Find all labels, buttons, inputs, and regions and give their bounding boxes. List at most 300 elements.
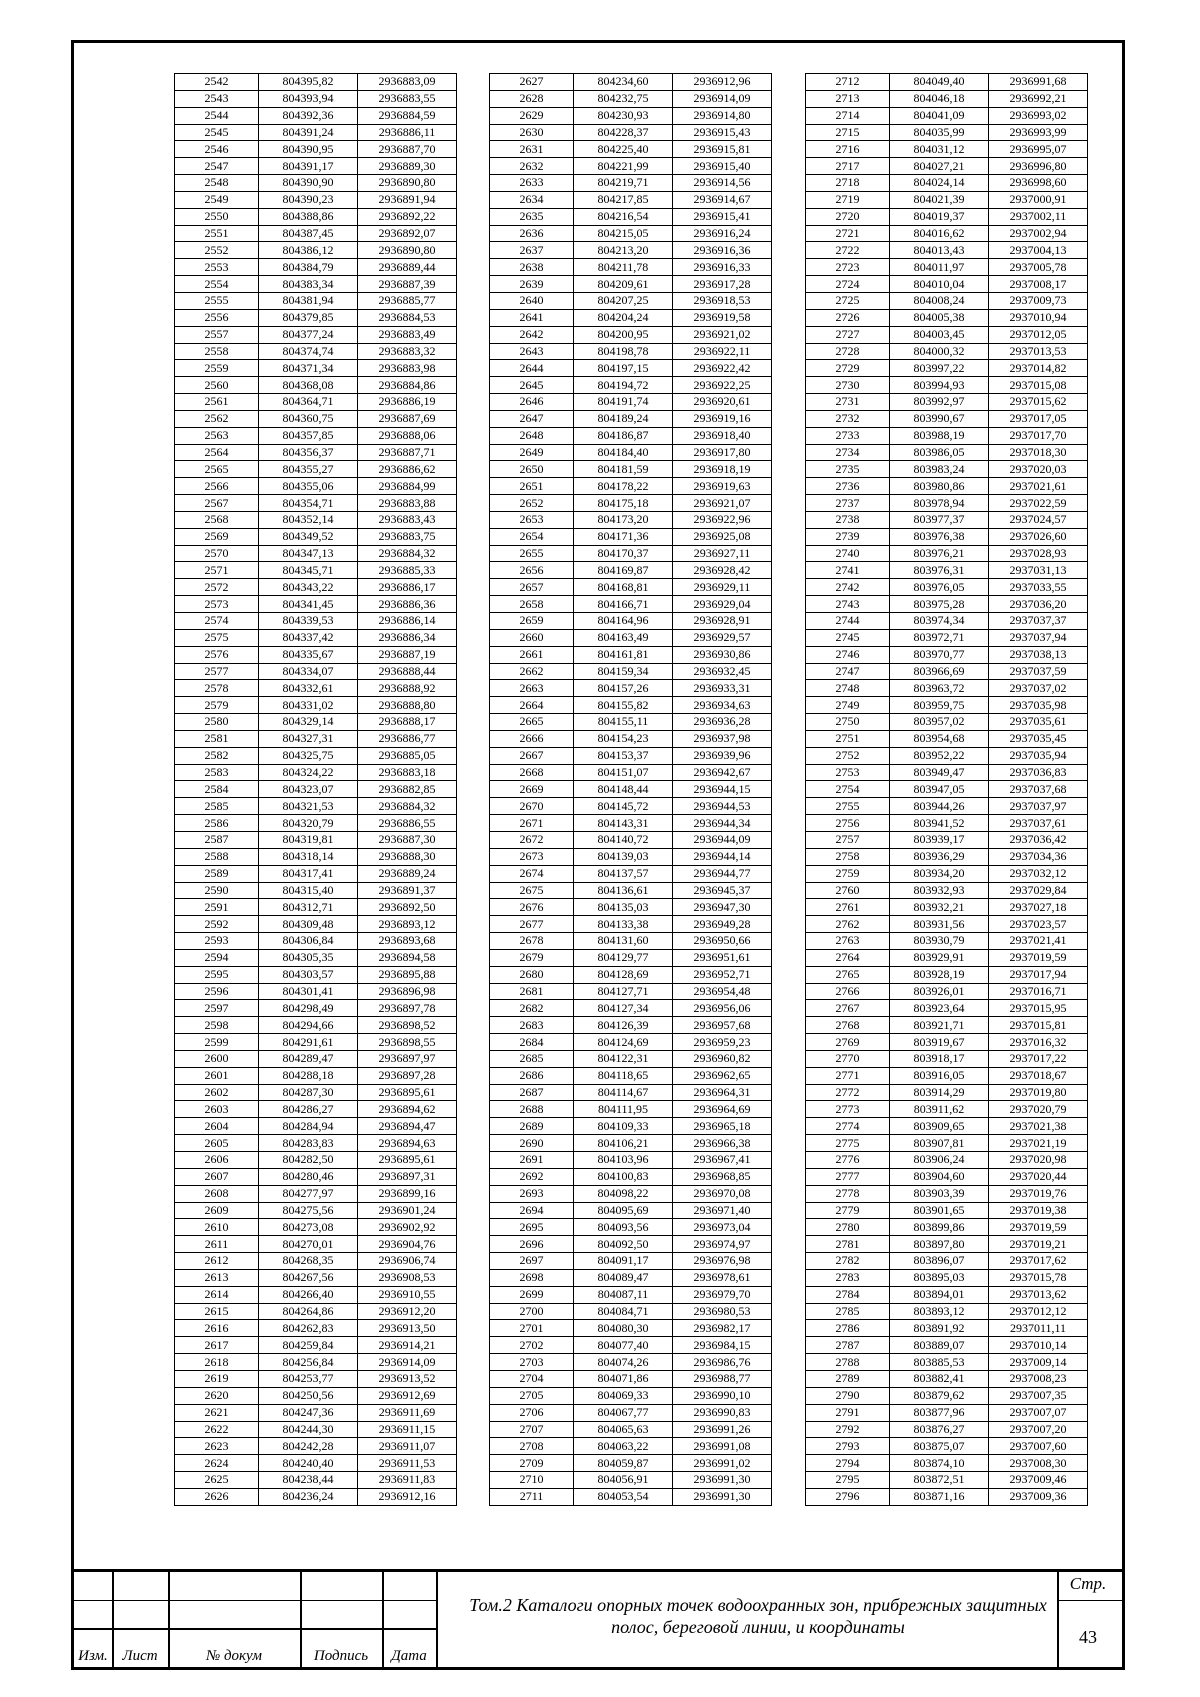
- table-row: [806, 933, 1088, 950]
- point-number: 2557: [175, 326, 259, 343]
- y-coordinate: 2936991,30: [673, 1472, 772, 1489]
- y-coordinate: 2936886,77: [358, 730, 457, 747]
- table-row: [806, 781, 1088, 798]
- x-coordinate: 804000,32: [890, 343, 989, 360]
- point-number: 2765: [806, 966, 890, 983]
- point-number: 2629: [490, 107, 574, 124]
- point-number: 2637: [490, 242, 574, 259]
- table-row: [490, 1118, 772, 1135]
- y-coordinate: 2936932,45: [673, 663, 772, 680]
- x-coordinate: 803872,51: [890, 1472, 989, 1489]
- y-coordinate: 2937009,36: [989, 1488, 1088, 1505]
- point-number: 2772: [806, 1084, 890, 1101]
- table-row: [175, 1286, 457, 1303]
- table-row: [175, 1387, 457, 1404]
- point-number: 2742: [806, 579, 890, 596]
- coordinates-table-3: [805, 73, 1088, 1506]
- point-number: 2547: [175, 158, 259, 175]
- x-coordinate: 804315,40: [259, 882, 358, 899]
- table-row: [175, 831, 457, 848]
- table-row: [490, 242, 772, 259]
- x-coordinate: 804127,34: [574, 1000, 673, 1017]
- x-coordinate: 804016,62: [890, 225, 989, 242]
- y-coordinate: 2936898,55: [358, 1034, 457, 1051]
- point-number: 2780: [806, 1219, 890, 1236]
- x-coordinate: 803889,07: [890, 1337, 989, 1354]
- table-row: [490, 1050, 772, 1067]
- x-coordinate: 804368,08: [259, 377, 358, 394]
- point-number: 2759: [806, 865, 890, 882]
- y-coordinate: 2936891,37: [358, 882, 457, 899]
- y-coordinate: 2936967,41: [673, 1152, 772, 1169]
- x-coordinate: 803897,80: [890, 1236, 989, 1253]
- table-row: [175, 528, 457, 545]
- y-coordinate: 2936889,24: [358, 865, 457, 882]
- point-number: 2626: [175, 1488, 259, 1505]
- point-number: 2721: [806, 225, 890, 242]
- point-number: 2655: [490, 545, 574, 562]
- y-coordinate: 2936895,88: [358, 966, 457, 983]
- x-coordinate: 804154,23: [574, 730, 673, 747]
- y-coordinate: 2937015,08: [989, 377, 1088, 394]
- table-row: [806, 1185, 1088, 1202]
- table-row: [490, 107, 772, 124]
- point-number: 2559: [175, 360, 259, 377]
- x-coordinate: 804377,24: [259, 326, 358, 343]
- y-coordinate: 2936945,37: [673, 882, 772, 899]
- x-coordinate: 804209,61: [574, 276, 673, 293]
- table-row: [175, 1269, 457, 1286]
- x-coordinate: 803876,27: [890, 1421, 989, 1438]
- y-coordinate: 2936954,48: [673, 983, 772, 1000]
- y-coordinate: 2937008,30: [989, 1455, 1088, 1472]
- x-coordinate: 804352,14: [259, 511, 358, 528]
- x-coordinate: 803976,31: [890, 562, 989, 579]
- table-row: [806, 562, 1088, 579]
- x-coordinate: 803911,62: [890, 1101, 989, 1118]
- x-coordinate: 803896,07: [890, 1253, 989, 1270]
- point-number: 2639: [490, 276, 574, 293]
- y-coordinate: 2936916,33: [673, 259, 772, 276]
- table-row: [175, 966, 457, 983]
- table-row: [490, 663, 772, 680]
- x-coordinate: 803926,01: [890, 983, 989, 1000]
- point-number: 2725: [806, 292, 890, 309]
- point-number: 2548: [175, 175, 259, 192]
- table-row: [175, 815, 457, 832]
- point-number: 2560: [175, 377, 259, 394]
- y-coordinate: 2937010,14: [989, 1337, 1088, 1354]
- y-coordinate: 2936915,81: [673, 141, 772, 158]
- table-row: [806, 1269, 1088, 1286]
- table-row: [490, 1472, 772, 1489]
- point-number: 2571: [175, 562, 259, 579]
- x-coordinate: 803882,41: [890, 1370, 989, 1387]
- point-number: 2769: [806, 1034, 890, 1051]
- x-coordinate: 803895,03: [890, 1269, 989, 1286]
- y-coordinate: 2936913,52: [358, 1370, 457, 1387]
- point-number: 2744: [806, 613, 890, 630]
- y-coordinate: 2936965,18: [673, 1118, 772, 1135]
- x-coordinate: 804323,07: [259, 781, 358, 798]
- title-block: [74, 1569, 1122, 1667]
- y-coordinate: 2936991,26: [673, 1421, 772, 1438]
- point-number: 2743: [806, 596, 890, 613]
- table-row: [175, 107, 457, 124]
- y-coordinate: 2937037,94: [989, 629, 1088, 646]
- y-coordinate: 2937032,12: [989, 865, 1088, 882]
- table-row: [490, 528, 772, 545]
- table-row: [806, 175, 1088, 192]
- x-coordinate: 803944,26: [890, 798, 989, 815]
- x-coordinate: 804357,85: [259, 427, 358, 444]
- y-coordinate: 2936887,19: [358, 646, 457, 663]
- x-coordinate: 803952,22: [890, 747, 989, 764]
- x-coordinate: 804388,86: [259, 208, 358, 225]
- point-number: 2668: [490, 764, 574, 781]
- y-coordinate: 2936939,96: [673, 747, 772, 764]
- x-coordinate: 804391,24: [259, 124, 358, 141]
- point-number: 2601: [175, 1067, 259, 1084]
- table-row: [490, 208, 772, 225]
- x-coordinate: 804317,41: [259, 865, 358, 882]
- point-number: 2566: [175, 478, 259, 495]
- y-coordinate: 2936915,40: [673, 158, 772, 175]
- x-coordinate: 804106,21: [574, 1135, 673, 1152]
- x-coordinate: 804092,50: [574, 1236, 673, 1253]
- point-number: 2632: [490, 158, 574, 175]
- y-coordinate: 2936937,98: [673, 730, 772, 747]
- table-row: [175, 191, 457, 208]
- table-row: [490, 1387, 772, 1404]
- point-number: 2595: [175, 966, 259, 983]
- point-number: 2738: [806, 511, 890, 528]
- table-row: [175, 343, 457, 360]
- x-coordinate: 804318,14: [259, 848, 358, 865]
- x-coordinate: 804161,81: [574, 646, 673, 663]
- x-coordinate: 804168,81: [574, 579, 673, 596]
- y-coordinate: 2936888,92: [358, 680, 457, 697]
- y-coordinate: 2936891,94: [358, 191, 457, 208]
- y-coordinate: 2937036,83: [989, 764, 1088, 781]
- point-number: 2576: [175, 646, 259, 663]
- point-number: 2605: [175, 1135, 259, 1152]
- point-number: 2634: [490, 191, 574, 208]
- point-number: 2699: [490, 1286, 574, 1303]
- x-coordinate: 803997,22: [890, 360, 989, 377]
- y-coordinate: 2936897,78: [358, 1000, 457, 1017]
- x-coordinate: 804131,60: [574, 933, 673, 950]
- x-coordinate: 804137,57: [574, 865, 673, 882]
- point-number: 2682: [490, 1000, 574, 1017]
- point-number: 2719: [806, 191, 890, 208]
- table-row: [806, 1219, 1088, 1236]
- point-number: 2761: [806, 899, 890, 916]
- y-coordinate: 2937011,11: [989, 1320, 1088, 1337]
- point-number: 2555: [175, 292, 259, 309]
- table-row: [490, 983, 772, 1000]
- y-coordinate: 2936992,21: [989, 90, 1088, 107]
- point-number: 2549: [175, 191, 259, 208]
- point-number: 2585: [175, 798, 259, 815]
- x-coordinate: 804232,75: [574, 90, 673, 107]
- x-coordinate: 803963,72: [890, 680, 989, 697]
- y-coordinate: 2937036,42: [989, 831, 1088, 848]
- x-coordinate: 804153,37: [574, 747, 673, 764]
- y-coordinate: 2937021,38: [989, 1118, 1088, 1135]
- y-coordinate: 2936884,32: [358, 545, 457, 562]
- table-row: [806, 309, 1088, 326]
- point-number: 2607: [175, 1168, 259, 1185]
- x-coordinate: 804309,48: [259, 916, 358, 933]
- y-coordinate: 2936918,40: [673, 427, 772, 444]
- x-coordinate: 804204,24: [574, 309, 673, 326]
- x-coordinate: 804074,26: [574, 1354, 673, 1371]
- y-coordinate: 2936888,30: [358, 848, 457, 865]
- x-coordinate: 804244,30: [259, 1421, 358, 1438]
- point-number: 2604: [175, 1118, 259, 1135]
- point-number: 2703: [490, 1354, 574, 1371]
- x-coordinate: 804133,38: [574, 916, 673, 933]
- table-row: [490, 613, 772, 630]
- table-row: [490, 90, 772, 107]
- point-number: 2702: [490, 1337, 574, 1354]
- point-number: 2645: [490, 377, 574, 394]
- table-row: [806, 629, 1088, 646]
- table-row: [175, 74, 457, 91]
- table-row: [490, 158, 772, 175]
- point-number: 2790: [806, 1387, 890, 1404]
- x-coordinate: 804091,17: [574, 1253, 673, 1270]
- x-coordinate: 803978,94: [890, 495, 989, 512]
- point-number: 2696: [490, 1236, 574, 1253]
- table-row: [806, 966, 1088, 983]
- table-row: [806, 528, 1088, 545]
- y-coordinate: 2936911,07: [358, 1438, 457, 1455]
- x-coordinate: 804392,36: [259, 107, 358, 124]
- table-row: [490, 1421, 772, 1438]
- y-coordinate: 2937017,05: [989, 410, 1088, 427]
- table-row: [806, 596, 1088, 613]
- table-row: [175, 461, 457, 478]
- table-row: [806, 1320, 1088, 1337]
- y-coordinate: 2936890,80: [358, 175, 457, 192]
- y-coordinate: 2937019,21: [989, 1236, 1088, 1253]
- point-number: 2783: [806, 1269, 890, 1286]
- table-row: [490, 916, 772, 933]
- y-coordinate: 2936892,07: [358, 225, 457, 242]
- y-coordinate: 2936928,91: [673, 613, 772, 630]
- table-row: [175, 1135, 457, 1152]
- x-coordinate: 804390,23: [259, 191, 358, 208]
- y-coordinate: 2936930,86: [673, 646, 772, 663]
- y-coordinate: 2936929,11: [673, 579, 772, 596]
- point-number: 2773: [806, 1101, 890, 1118]
- y-coordinate: 2936911,83: [358, 1472, 457, 1489]
- table-row: [490, 1370, 772, 1387]
- y-coordinate: 2936921,02: [673, 326, 772, 343]
- point-number: 2710: [490, 1472, 574, 1489]
- y-coordinate: 2937026,60: [989, 528, 1088, 545]
- y-coordinate: 2936902,92: [358, 1219, 457, 1236]
- x-coordinate: 804268,35: [259, 1253, 358, 1270]
- table-row: [175, 1034, 457, 1051]
- y-coordinate: 2936917,28: [673, 276, 772, 293]
- table-row: [490, 882, 772, 899]
- x-coordinate: 804197,15: [574, 360, 673, 377]
- x-coordinate: 804288,18: [259, 1067, 358, 1084]
- x-coordinate: 804166,71: [574, 596, 673, 613]
- table-row: [175, 225, 457, 242]
- y-coordinate: 2936919,16: [673, 410, 772, 427]
- x-coordinate: 804321,53: [259, 798, 358, 815]
- point-number: 2728: [806, 343, 890, 360]
- x-coordinate: 804129,77: [574, 949, 673, 966]
- point-number: 2766: [806, 983, 890, 1000]
- x-coordinate: 804127,71: [574, 983, 673, 1000]
- table-row: [175, 495, 457, 512]
- point-number: 2732: [806, 410, 890, 427]
- y-coordinate: 2937021,61: [989, 478, 1088, 495]
- table-row: [490, 545, 772, 562]
- x-coordinate: 804256,84: [259, 1354, 358, 1371]
- x-coordinate: 804087,11: [574, 1286, 673, 1303]
- stamp-doc-label: № докум: [206, 1648, 262, 1664]
- table-row: [806, 1000, 1088, 1017]
- x-coordinate: 804198,78: [574, 343, 673, 360]
- table-row: [806, 158, 1088, 175]
- x-coordinate: 804041,09: [890, 107, 989, 124]
- table-row: [806, 343, 1088, 360]
- table-row: [175, 848, 457, 865]
- point-number: 2619: [175, 1370, 259, 1387]
- x-coordinate: 804305,35: [259, 949, 358, 966]
- x-coordinate: 804207,25: [574, 292, 673, 309]
- table-row: [490, 1320, 772, 1337]
- x-coordinate: 803975,28: [890, 596, 989, 613]
- table-row: [175, 730, 457, 747]
- table-row: [490, 798, 772, 815]
- table-row: [175, 1050, 457, 1067]
- point-number: 2545: [175, 124, 259, 141]
- x-coordinate: 804155,82: [574, 697, 673, 714]
- y-coordinate: 2936895,61: [358, 1152, 457, 1169]
- point-number: 2704: [490, 1370, 574, 1387]
- point-number: 2617: [175, 1337, 259, 1354]
- y-coordinate: 2936964,69: [673, 1101, 772, 1118]
- y-coordinate: 2936894,63: [358, 1135, 457, 1152]
- y-coordinate: 2936888,80: [358, 697, 457, 714]
- y-coordinate: 2937009,14: [989, 1354, 1088, 1371]
- table-row: [806, 225, 1088, 242]
- y-coordinate: 2937020,98: [989, 1152, 1088, 1169]
- y-coordinate: 2936888,44: [358, 663, 457, 680]
- table-row: [490, 1202, 772, 1219]
- x-coordinate: 804280,46: [259, 1168, 358, 1185]
- x-coordinate: 803877,96: [890, 1404, 989, 1421]
- y-coordinate: 2936944,14: [673, 848, 772, 865]
- x-coordinate: 804277,97: [259, 1185, 358, 1202]
- table-row: [806, 427, 1088, 444]
- point-number: 2768: [806, 1017, 890, 1034]
- table-row: [175, 410, 457, 427]
- table-row: [490, 680, 772, 697]
- point-number: 2542: [175, 74, 259, 91]
- table-row: [175, 292, 457, 309]
- point-number: 2622: [175, 1421, 259, 1438]
- y-coordinate: 2936990,83: [673, 1404, 772, 1421]
- point-number: 2775: [806, 1135, 890, 1152]
- x-coordinate: 804095,69: [574, 1202, 673, 1219]
- x-coordinate: 804011,97: [890, 259, 989, 276]
- y-coordinate: 2936996,80: [989, 158, 1088, 175]
- x-coordinate: 804124,69: [574, 1034, 673, 1051]
- x-coordinate: 804360,75: [259, 410, 358, 427]
- point-number: 2598: [175, 1017, 259, 1034]
- x-coordinate: 803894,01: [890, 1286, 989, 1303]
- point-number: 2543: [175, 90, 259, 107]
- point-number: 2726: [806, 309, 890, 326]
- y-coordinate: 2936964,31: [673, 1084, 772, 1101]
- y-coordinate: 2936960,82: [673, 1050, 772, 1067]
- x-coordinate: 804287,30: [259, 1084, 358, 1101]
- x-coordinate: 803891,92: [890, 1320, 989, 1337]
- point-number: 2623: [175, 1438, 259, 1455]
- y-coordinate: 2936896,98: [358, 983, 457, 1000]
- point-number: 2573: [175, 596, 259, 613]
- y-coordinate: 2936929,04: [673, 596, 772, 613]
- table-row: [175, 1101, 457, 1118]
- x-coordinate: 804219,71: [574, 175, 673, 192]
- x-coordinate: 803966,69: [890, 663, 989, 680]
- x-coordinate: 803923,64: [890, 1000, 989, 1017]
- point-number: 2664: [490, 697, 574, 714]
- x-coordinate: 804021,39: [890, 191, 989, 208]
- x-coordinate: 804139,03: [574, 848, 673, 865]
- x-coordinate: 804390,95: [259, 141, 358, 158]
- x-coordinate: 804200,95: [574, 326, 673, 343]
- table-row: [490, 933, 772, 950]
- x-coordinate: 804228,37: [574, 124, 673, 141]
- x-coordinate: 804159,34: [574, 663, 673, 680]
- table-row: [490, 309, 772, 326]
- x-coordinate: 804395,82: [259, 74, 358, 91]
- table-row: [175, 326, 457, 343]
- point-number: 2720: [806, 208, 890, 225]
- y-coordinate: 2937009,73: [989, 292, 1088, 309]
- table-row: [490, 427, 772, 444]
- x-coordinate: 804056,91: [574, 1472, 673, 1489]
- point-number: 2681: [490, 983, 574, 1000]
- table-row: [490, 141, 772, 158]
- table-row: [806, 1067, 1088, 1084]
- table-row: [175, 562, 457, 579]
- point-number: 2753: [806, 764, 890, 781]
- x-coordinate: 804148,44: [574, 781, 673, 798]
- point-number: 2587: [175, 831, 259, 848]
- table-row: [490, 1455, 772, 1472]
- point-number: 2730: [806, 377, 890, 394]
- table-row: [806, 1236, 1088, 1253]
- y-coordinate: 2936894,62: [358, 1101, 457, 1118]
- y-coordinate: 2936888,17: [358, 714, 457, 731]
- x-coordinate: 803901,65: [890, 1202, 989, 1219]
- y-coordinate: 2936894,47: [358, 1118, 457, 1135]
- point-number: 2669: [490, 781, 574, 798]
- table-row: [806, 242, 1088, 259]
- point-number: 2579: [175, 697, 259, 714]
- table-row: [490, 1303, 772, 1320]
